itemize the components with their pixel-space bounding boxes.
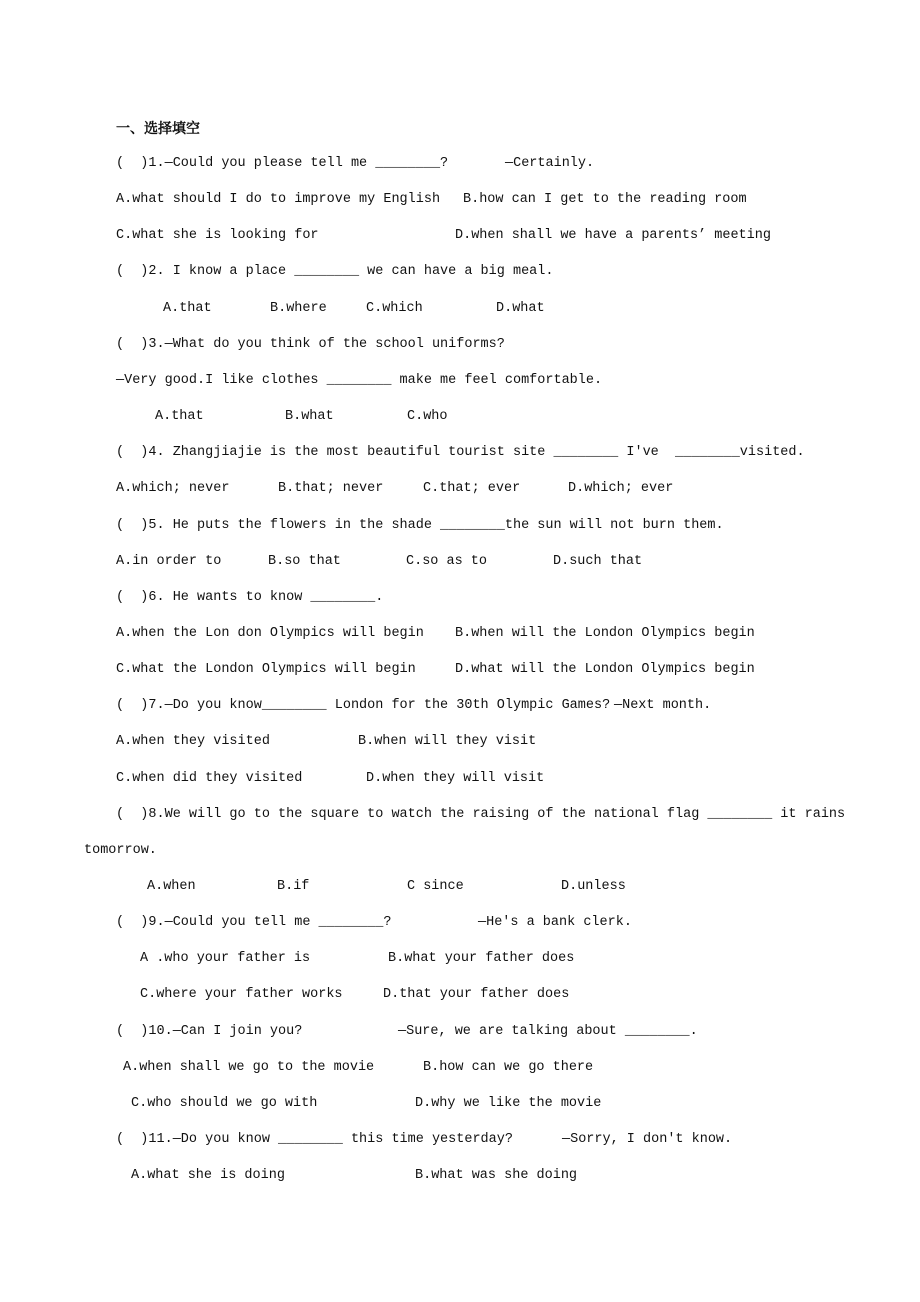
question-stem: ( )3.—What do you think of the school uniforms?	[116, 336, 505, 352]
question-text: —He's a bank clerk.	[478, 915, 632, 931]
answer-option: D.what will the London Olympics begin	[455, 662, 755, 678]
answer-option: C.which	[366, 300, 423, 316]
answer-option: C.what she is looking for	[116, 228, 319, 244]
answer-option: C since	[407, 879, 464, 894]
question-text: —Sure, we are talking about ________.	[398, 1023, 698, 1039]
answer-option: A.when the Lon don Olympics will begin	[116, 625, 424, 641]
answer-option: C.what the London Olympics will begin	[116, 662, 416, 678]
answer-option: D.when shall we have a parents’ meeting	[455, 228, 771, 244]
question-stem: ( )5. He puts the flowers in the shade ________the sun will not burn them.	[116, 517, 724, 533]
answer-option: C.that; ever	[423, 481, 521, 497]
answer-option: A.which; never	[116, 481, 230, 497]
answer-option: D.when they will visit	[366, 770, 545, 786]
question-text: —Next month.	[614, 698, 712, 714]
answer-option: D.why we like the movie	[415, 1095, 602, 1111]
answer-option: B.that; never	[278, 481, 384, 497]
question-stem: ( )6. He wants to know ________.	[116, 589, 384, 605]
section-title: 一、选择填空	[116, 121, 200, 137]
question-text: —Certainly.	[505, 156, 595, 171]
question-stem: ( )10.—Can I join you?	[116, 1023, 303, 1039]
question-stem: ( )9.—Could you tell me ________?	[116, 915, 392, 931]
answer-option: A .who your father is	[140, 951, 311, 967]
question-text: —Very good.I like clothes ________ make me feel comfortable.	[116, 372, 603, 388]
question-stem: ( )4. Zhangjiajie is the most beautiful tourist site ________ I've ________visited.	[116, 445, 805, 461]
answer-option: A.when they visited	[116, 734, 270, 750]
answer-option: B.where	[270, 300, 327, 316]
question-text: tomorrow.	[84, 842, 157, 858]
answer-option: C.who	[407, 409, 448, 425]
answer-option: A.what she is doing	[131, 1168, 285, 1184]
question-stem: ( )1.—Could you please tell me ________?	[116, 156, 449, 171]
answer-option: B.what	[285, 409, 334, 425]
answer-option: A.that	[155, 409, 204, 425]
answer-option: D.which; ever	[568, 481, 674, 497]
answer-option: B.if	[277, 879, 310, 894]
answer-option: D.what	[496, 300, 545, 316]
question-stem: ( )2. I know a place ________ we can have a big meal.	[116, 264, 554, 280]
answer-option: D.unless	[561, 879, 626, 894]
answer-option: B.so that	[268, 553, 341, 569]
answer-option: C.when did they visited	[116, 770, 303, 786]
answer-option: A.what should I do to improve my English	[116, 192, 441, 208]
answer-option: D.that your father does	[383, 987, 570, 1003]
answer-option: C.who should we go with	[131, 1095, 318, 1111]
answer-option: B.what was she doing	[415, 1168, 578, 1184]
answer-option: C.so as to	[406, 553, 488, 569]
answer-option: B.what your father does	[388, 951, 575, 967]
answer-option: B.when will they visit	[358, 734, 537, 750]
question-text: —Sorry, I don't know.	[562, 1132, 733, 1148]
answer-option: B.how can we go there	[423, 1059, 594, 1075]
answer-option: A.when	[147, 879, 196, 894]
question-stem: ( )11.—Do you know ________ this time yesterday?	[116, 1132, 513, 1148]
answer-option: A.in order to	[116, 553, 222, 569]
question-stem: ( )7.—Do you know________ London for the 30th Olympic Games?	[116, 698, 611, 714]
answer-option: A.when shall we go to the movie	[123, 1059, 375, 1075]
answer-option: B.how can I get to the reading room	[463, 192, 747, 208]
answer-option: A.that	[163, 300, 212, 316]
answer-option: D.such that	[553, 553, 643, 569]
answer-option: C.where your father works	[140, 987, 343, 1003]
answer-option: B.when will the London Olympics begin	[455, 625, 755, 641]
question-stem: ( )8.We will go to the square to watch the raising of the national flag ________ it rains	[116, 806, 846, 822]
